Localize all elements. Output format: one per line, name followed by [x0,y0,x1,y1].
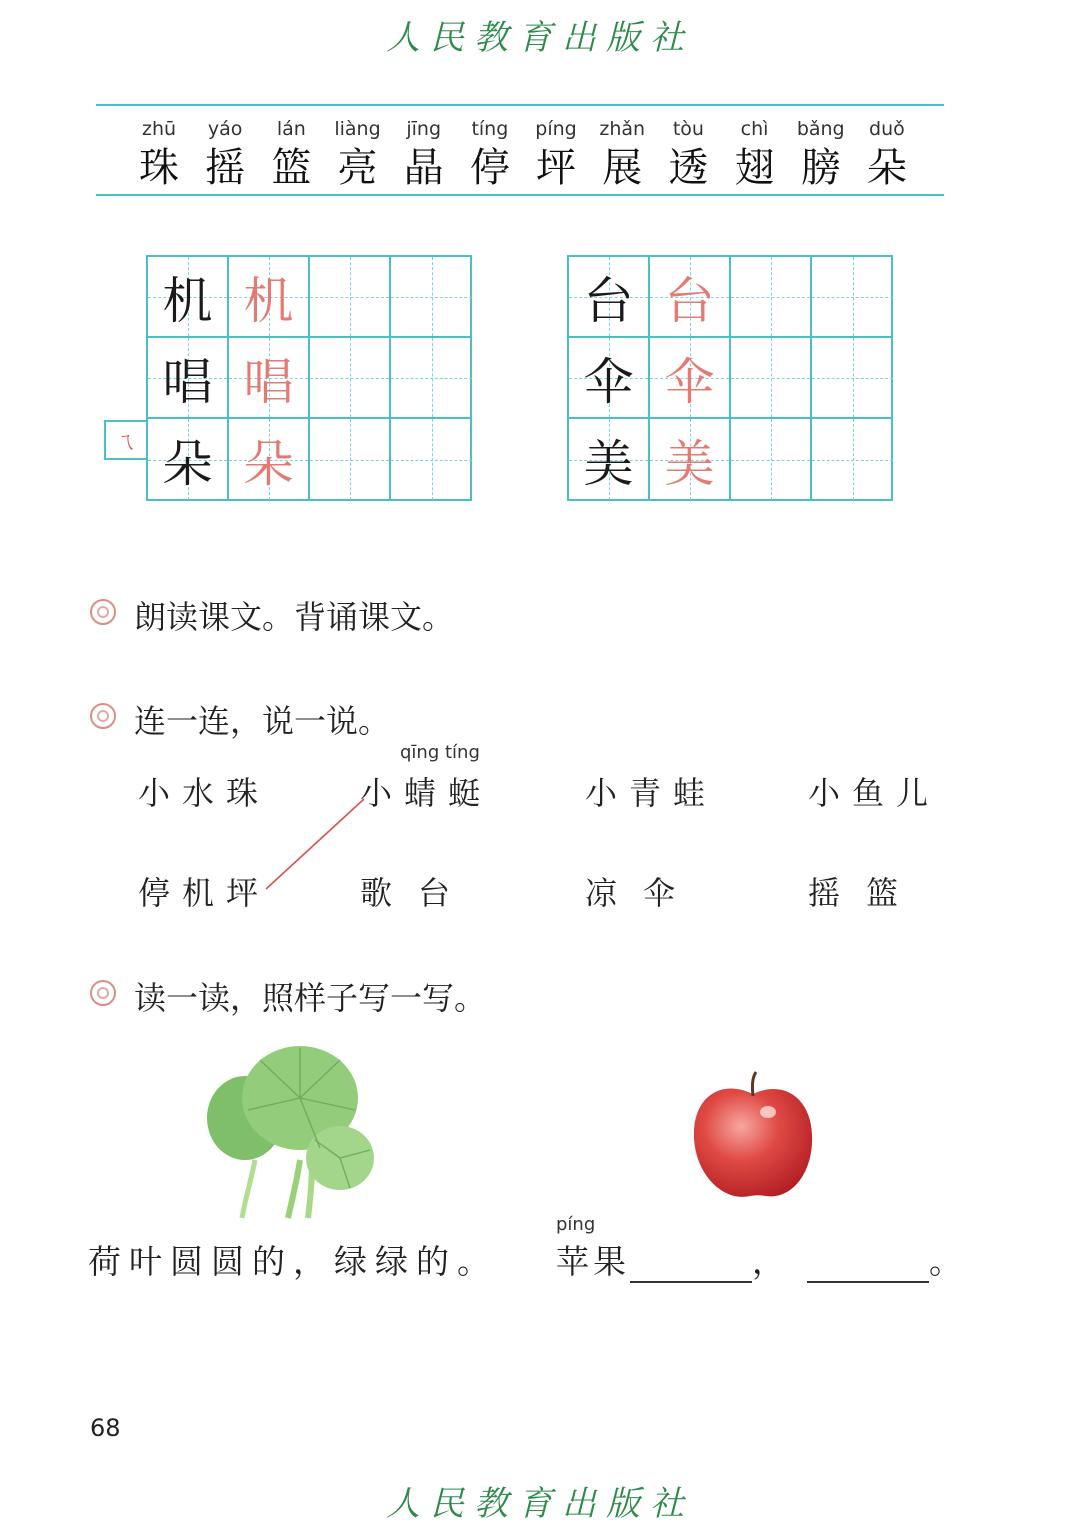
vocab-char: 翅 [734,145,775,191]
vocab-top-rule [96,104,944,106]
match-word-bottom[interactable]: 摇篮 [808,874,925,912]
grid-cell-model [148,338,229,419]
grid-char: 伞 [583,352,634,411]
grid-cell-model [569,338,650,419]
grid-char: 机 [162,271,213,330]
grid-char: 机 [243,271,294,330]
vocab-item [724,118,786,190]
answer-blank-1[interactable] [630,1251,752,1283]
lotus-leaf-image [200,1040,390,1220]
vocab-item [657,118,719,190]
publisher-footer: 人民教育出版社 [386,1484,694,1524]
grid-cell-trace [650,419,731,500]
vocab-item [393,118,455,190]
grid-char: 唱 [243,352,294,411]
grid-cell-trace [650,338,731,419]
vocab-item [459,118,521,190]
example-sentence: 荷叶圆圆的，绿绿的。 [88,1242,498,1281]
period-mark: 。 [929,1242,966,1281]
prompt-sentence [556,1236,966,1283]
vocab-item [525,118,587,190]
grid-cell-empty[interactable] [310,419,391,500]
grid-cell-trace [650,257,731,338]
grid-cell-trace [229,257,310,338]
grid-char: 美 [664,434,715,493]
vocab-pinyin: lán [276,118,306,140]
grid-char: 台 [583,271,634,330]
vocab-pinyin: liàng [334,118,381,140]
grid-cell-empty[interactable] [812,338,893,419]
comma-mark: ， [752,1242,789,1281]
publisher-header: 人民教育出版社 [386,18,694,58]
grid-cell-empty[interactable] [310,338,391,419]
stroke-hint-box: ㄟ [104,420,146,460]
exercise-1-instruction: 朗读课文。背诵课文。 [134,598,455,636]
apple-pinyin: píng [556,1214,596,1235]
grid-cell-empty[interactable] [391,257,472,338]
exercise-badge-icon [90,599,116,625]
vocab-char: 膀 [800,145,841,191]
vocab-item [260,118,322,190]
vocab-char: 展 [602,145,643,191]
grid-cell-empty[interactable] [731,257,812,338]
grid-cell-empty[interactable] [731,419,812,500]
match-connector-line [260,795,370,895]
exercise-2-instruction: 连一连，说一说。 [134,702,391,740]
vocab-char: 坪 [536,145,577,191]
grid-cell-model [569,419,650,500]
vocab-item [327,118,389,190]
vocabulary-row [128,118,918,190]
grid-cell-empty[interactable] [391,419,472,500]
vocab-char: 珠 [139,145,179,191]
vocab-item [591,118,653,190]
grid-cell-trace [229,419,310,500]
vocab-item [856,118,918,190]
grid-cell-empty[interactable] [731,338,812,419]
match-word-bottom[interactable]: 停机坪 [138,874,271,912]
grid-cell-empty[interactable] [812,419,893,500]
grid-char: 唱 [162,352,213,411]
vocab-char: 晶 [403,145,444,191]
vocab-pinyin: zhǎn [599,118,646,140]
vocab-char: 停 [469,145,510,191]
vocab-char: 朵 [866,145,907,191]
dragonfly-pinyin: qīng tíng [400,742,480,763]
grid-char: 台 [664,271,715,330]
vocab-char: 透 [668,145,709,191]
vocab-char: 篮 [271,145,312,191]
grid-cell-trace [229,338,310,419]
grid-char: 朵 [162,434,213,493]
grid-char: 美 [583,434,634,493]
grid-char: 伞 [664,352,715,411]
vocab-pinyin: chì [740,118,769,140]
vocab-item [128,118,190,190]
writing-grid-left [146,255,472,501]
page-number: 68 [90,1414,121,1442]
exercise-badge-icon [90,703,116,729]
connector-stroke [266,799,364,889]
exercise-badge-icon [90,980,116,1006]
prompt-word: 苹果 [556,1242,630,1281]
grid-char: 朵 [243,434,294,493]
exercise-3-instruction: 读一读，照样子写一写。 [134,979,487,1017]
vocab-item [194,118,256,190]
grid-cell-empty[interactable] [812,257,893,338]
apple-image [690,1068,816,1204]
match-word-top[interactable]: 小水珠 [138,774,271,812]
vocab-char: 摇 [205,145,246,191]
writing-grid-right [567,255,893,501]
vocab-pinyin: tíng [471,118,509,140]
grid-cell-model [148,419,229,500]
grid-cell-model [148,257,229,338]
vocab-pinyin: tòu [672,118,704,140]
vocab-pinyin: zhū [141,118,177,140]
grid-cell-model [569,257,650,338]
vocab-pinyin: yáo [207,118,243,140]
match-word-top[interactable]: 小鱼儿 [808,774,941,812]
vocab-pinyin: duǒ [869,118,905,140]
match-word-top[interactable]: 小蜻蜓 [360,774,493,812]
match-word-bottom[interactable]: 凉伞 [585,874,702,912]
vocab-item [790,118,852,190]
match-word-bottom[interactable]: 歌台 [360,874,477,912]
grid-cell-empty[interactable] [391,338,472,419]
match-word-top[interactable]: 小青蛙 [585,774,718,812]
vocab-bottom-rule [96,194,944,196]
grid-cell-empty[interactable] [310,257,391,338]
vocab-pinyin: jīng [406,118,442,140]
vocab-pinyin: píng [535,118,577,140]
answer-blank-2[interactable] [807,1251,929,1283]
vocab-pinyin: bǎng [796,118,845,140]
vocab-char: 亮 [337,145,378,191]
